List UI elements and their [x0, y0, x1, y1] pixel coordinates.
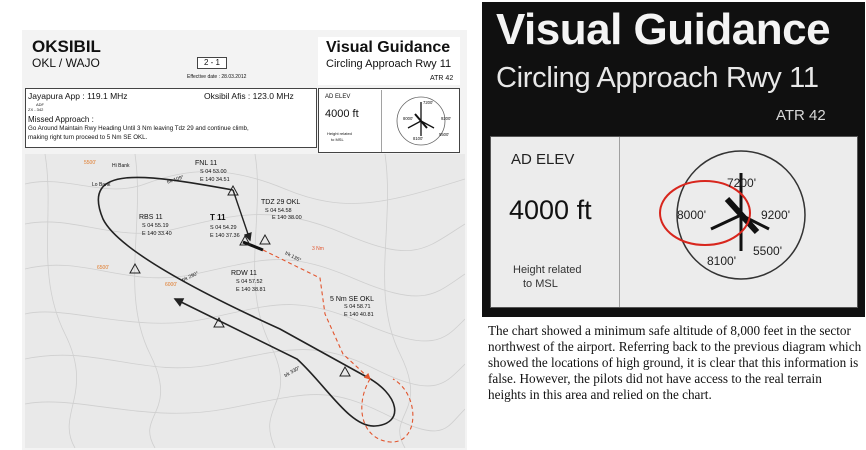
msa-southeast: 5500': [439, 132, 450, 137]
zoom-elevation-box: [490, 136, 858, 308]
zoom-msa-west: 8000': [677, 208, 706, 222]
missed-approach-line-1: Go Around Maintain Rwy Heading Until 3 Nm leaving Tdz 29 and continue climb,: [28, 125, 249, 132]
missed-approach-line-2: making right turn proceed to 5 Nm SE OKL.: [28, 134, 148, 141]
zoom-height-2: to MSL: [523, 278, 558, 290]
zoom-msa-east: 9200': [761, 208, 790, 222]
t11-lon: E 140 37.36: [210, 233, 240, 239]
zoom-title: Visual Guidance: [496, 5, 831, 54]
trk-330: trk 330°: [283, 365, 302, 379]
se-name: 5 Nm SE OKL: [330, 296, 374, 303]
ad-elev-value: 4000 ft: [325, 108, 359, 120]
trk-135: trk 135°: [283, 250, 302, 264]
se-lon: E 140 40.81: [344, 312, 374, 318]
t11-lat: S 04 54.29: [210, 225, 237, 231]
airport-code: OKL / WAJO: [32, 56, 100, 70]
airport-name: OKSIBIL: [32, 37, 101, 56]
approach-chart: [22, 30, 467, 450]
trk-109: trk 109°: [166, 174, 185, 186]
title-main: Visual Guidance: [326, 39, 451, 56]
rbs-lon: E 140 33.40: [142, 231, 172, 237]
zoom-msa-southwest: 8100': [707, 254, 736, 268]
zoom-msa-north: 7200': [727, 176, 756, 190]
zoom-height-1: Height related: [513, 264, 582, 276]
terrain-elev-a: 5500': [84, 160, 97, 166]
tdz-lon: E 140 38.00: [272, 215, 302, 221]
height-note-1: Height related: [327, 131, 352, 136]
rbs-name: RBS 11: [139, 214, 163, 221]
page-number: 2 - 1: [204, 58, 221, 67]
tdz-name: TDZ 29 OKL: [261, 199, 301, 206]
terrain-elev-b: 6500': [97, 265, 110, 271]
distance-3nm: 3 Nm: [312, 246, 324, 252]
terrain-elev-c: 6000': [165, 282, 178, 288]
zoom-subtitle: Circling Approach Rwy 11: [496, 62, 819, 94]
missed-approach-title: Missed Approach :: [28, 115, 94, 124]
info-box: [25, 88, 317, 148]
t11-name: T 11: [210, 213, 226, 222]
adf-label: ADF: [36, 102, 44, 107]
terrain-map: [25, 154, 465, 448]
aircraft-type: ATR 42: [430, 75, 454, 82]
se-lat: S 04 58.71: [344, 304, 371, 310]
hi-bank-label: Hi Bank: [112, 163, 130, 169]
zoom-msa-southeast: 5500': [753, 244, 782, 258]
approach-frequency: Jayapura App : 119.1 MHz: [28, 91, 128, 101]
fnl-lon: E 140 34.51: [200, 177, 230, 183]
effective-date: Effective date : 28.03.2012: [187, 74, 247, 80]
caption-text: The chart showed a minimum safe altitude of 8,000 feet in the sector northwest of the airport. Referring back to the previous diagram which showed the locations of high ground, it is clear that this information is false. However, the pilots did not have access to the real terrain heights in this area and relied on the chart.: [488, 323, 862, 402]
page-number-box: [197, 57, 227, 69]
msa-southwest: 8100': [413, 136, 424, 141]
zoom-msa-diagram: [619, 137, 857, 307]
rdw-lon: E 140 38.81: [236, 287, 266, 293]
zoom-ad-elev-value: 4000 ft: [509, 195, 592, 225]
zoom-aircraft: ATR 42: [776, 107, 826, 124]
rdw-lat: S 04 57.52: [236, 279, 263, 285]
title-box: [318, 37, 460, 85]
lo-bank-label: Lo Bank: [92, 182, 111, 188]
msa-north: 7200': [423, 100, 434, 105]
msa-east: 9200': [441, 116, 452, 121]
ad-elev-label: AD ELEV: [325, 94, 351, 100]
msa-west: 8000': [403, 116, 414, 121]
tdz-lat: S 04 54.58: [265, 208, 292, 214]
height-note-2: to MSL: [331, 137, 344, 142]
elevation-box: [318, 88, 460, 153]
fnl-name: FNL 11: [195, 160, 218, 167]
fnl-lat: S 04 53.00: [200, 169, 227, 175]
afis-frequency: Oksibil Afis : 123.0 MHz: [204, 91, 294, 101]
title-sub: Circling Approach Rwy 11: [326, 58, 452, 70]
rdw-name: RDW 11: [231, 270, 257, 277]
adf-value: ZX - 342: [28, 107, 44, 112]
rbs-lat: S 04 55.19: [142, 223, 169, 229]
trk-290: trk 290°: [181, 270, 200, 284]
zoom-ad-elev-label: AD ELEV: [511, 151, 575, 168]
